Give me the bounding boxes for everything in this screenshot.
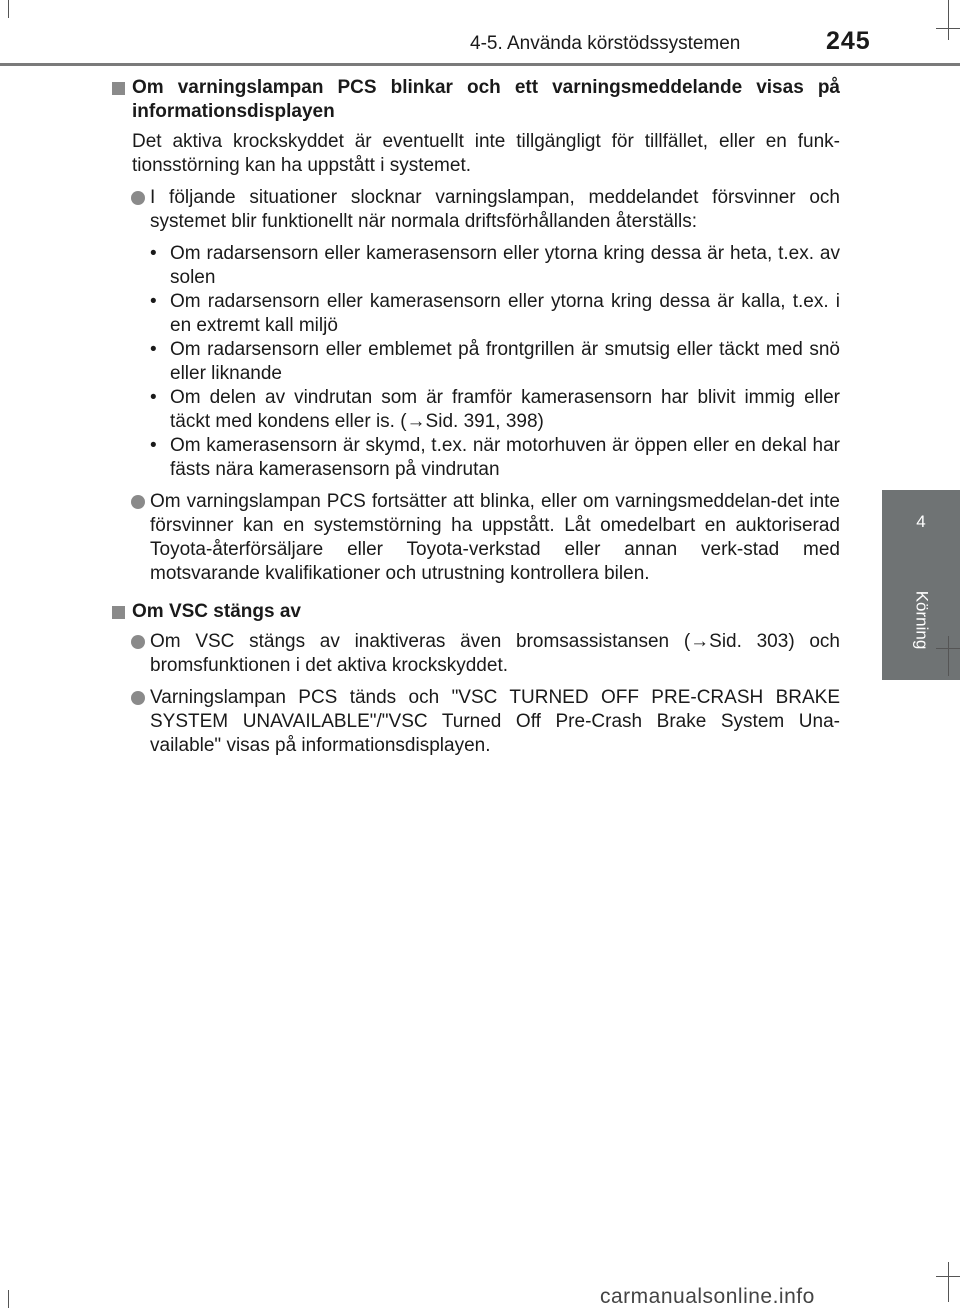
square-bullet-icon — [112, 82, 125, 95]
crop-mark — [948, 636, 949, 676]
list-item: Varningslampan PCS tänds och "VSC TURNED OFF PRE-CRASH BRAKE SYSTEM UNAVAILABLE"/"VSC Turned Off Pre-Crash Brake System Una-vailable" visas på informationsdisplayen. — [110, 686, 840, 758]
chapter-number: 4 — [916, 512, 926, 531]
watermark: carmanualsonline.info — [600, 1285, 815, 1308]
sub-list-item: • Om radarsensorn eller kamerasensorn eller ytorna kring dessa är kalla, t.ex. i en extremt kall miljö — [150, 291, 840, 336]
page-content — [110, 76, 840, 766]
circle-bullet-icon — [131, 495, 145, 509]
crop-mark — [936, 648, 960, 649]
list-item: Om varningslampan PCS fortsätter att blinka, eller om varningsmeddelan-det inte försvinner kan en systemstörning ha uppstått. Låt omedelbart en auktoriserad Toyota-återförsäljare eller Toyota-verkstad eller annan verk-stad med motsvarande kvalifikationer och utrustning kontrollera bilen. — [110, 490, 840, 586]
list-item: I följande situationer slocknar varningslampan, meddelandet försvinner och systemet blir funktionellt när normala driftsförhållanden återställs: — [110, 186, 840, 234]
sub-list-item: • Om kamerasensorn är skymd, t.ex. när motorhuven är öppen eller en dekal har fästs nära kamerasensorn på vindrutan — [150, 435, 840, 480]
sub-list-item: • Om delen av vindrutan som är framför kamerasensorn har blivit immig eller täckt med kondens eller is. (→Sid. 391, 398) — [150, 387, 840, 432]
crop-mark — [936, 28, 960, 29]
crop-mark — [948, 0, 949, 40]
crop-mark — [8, 1290, 9, 1308]
square-bullet-icon — [112, 606, 125, 619]
chapter-label: Körning — [911, 590, 931, 650]
circle-bullet-icon — [131, 691, 145, 705]
sub-list — [110, 242, 840, 482]
page-header — [0, 0, 960, 70]
page-number: 245 — [826, 27, 871, 55]
section-title: 4-5. Använda körstödssystemen — [470, 33, 741, 54]
list-item: Om VSC stängs av inaktiveras även bromsassistansen (→Sid. 303) och bromsfunktionen i det aktiva krockskyddet. — [110, 630, 840, 678]
crop-mark — [8, 0, 9, 18]
circle-bullet-icon — [131, 191, 145, 205]
section-heading: Om varningslampan PCS blinkar och ett varningsmeddelande visas på informationsdisplayen — [110, 76, 840, 124]
section-intro: Det aktiva krockskyddet är eventuellt inte tillgängligt för tillfället, eller en funk-tionsstörning kan ha uppstått i systemet. — [132, 131, 840, 176]
crop-mark — [948, 1262, 949, 1302]
section-heading: Om VSC stängs av — [110, 600, 840, 624]
header-rule — [0, 63, 960, 66]
crop-mark — [936, 1276, 960, 1277]
circle-bullet-icon — [131, 635, 145, 649]
sub-list-item: • Om radarsensorn eller emblemet på frontgrillen är smutsig eller täckt med snö eller liknande — [150, 339, 840, 384]
sub-list-item: • Om radarsensorn eller kamerasensorn eller ytorna kring dessa är heta, t.ex. av solen — [150, 243, 840, 288]
